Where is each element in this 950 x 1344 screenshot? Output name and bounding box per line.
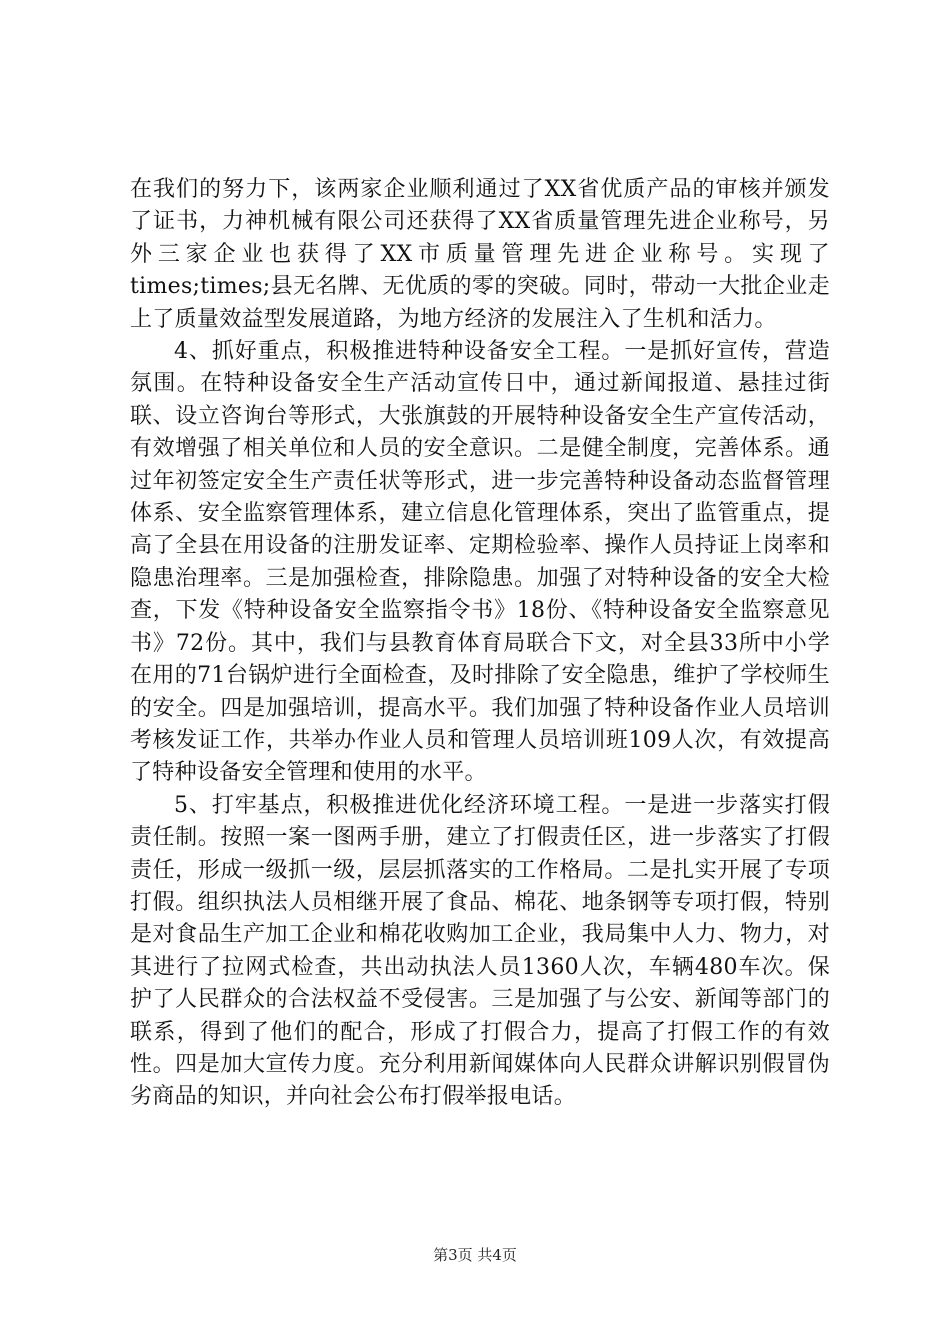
page-number-footer: 第3页 共4页 — [433, 1246, 517, 1264]
document-body — [130, 174, 830, 1114]
paragraph-special-equipment-safety: 4、抓好重点，积极推进特种设备安全工程。一是抓好宣传，营造氛围。在特种设备安全生产活动宣传日中，通过新闻报道、悬挂过街联、设立咨询台等形式，大张旗鼓的开展特种设备安全生产宣传活动，有效增强了相关单位和人员的安全意识。二是健全制度，完善体系。通过年初签定安全生产责任状等形式，进一步完善特种设备动态监督管理体系、安全监察管理体系，建立信息化管理体系，突出了监管重点，提高了全县在用设备的注册发证率、定期检验率、操作人员持证上岗率和隐患治理率。三是加强检查，排除隐患。加强了对特种设备的安全大检查，下发《特种设备安全监察指令书》18份、《特种设备安全监察意见书》72份。其中，我们与县教育体育局联合下文，对全县33所中小学在用的71台锅炉进行全面检查，及时排除了安全隐患，维护了学校师生的安全。四是加强培训，提高水平。我们加强了特种设备作业人员培训考核发证工作，共举办作业人员和管理人员培训班109人次，有效提高了特种设备安全管理和使用的水平。 — [130, 339, 830, 786]
paragraph-economic-environment: 5、打牢基点，积极推进优化经济环境工程。一是进一步落实打假责任制。按照一案一图两手册，建立了打假责任区，进一步落实了打假责任，形成一级抓一级，层层抓落实的工作格局。二是扎实开展了专项打假。组织执法人员相继开展了食品、棉花、地条钢等专项打假，特别是对食品生产加工企业和棉花收购加工企业，我局集中人力、物力，对其进行了拉网式检查，共出动执法人员1360人次，车辆480车次。保护了人民群众的合法权益不受侵害。三是加强了与公安、新闻等部门的联系，得到了他们的配合，形成了打假合力，提高了打假工作的有效性。四是加大宣传力度。充分利用新闻媒体向人民群众讲解识别假冒伪劣商品的知识，并向社会公布打假举报电话。 — [130, 792, 830, 1110]
paragraph-continuation: 在我们的努力下，该两家企业顺利通过了XX省优质产品的审核并颁发了证书，力神机械有限公司还获得了XX省质量管理先进企业称号，另外三家企业也获得了XX市质量管理先进企业称号。实现了times;times;县无名牌、无优质的零的突破。同时，带动一大批企业走上了质量效益型发展道路，为地方经济的发展注入了生机和活力。 — [130, 177, 830, 332]
